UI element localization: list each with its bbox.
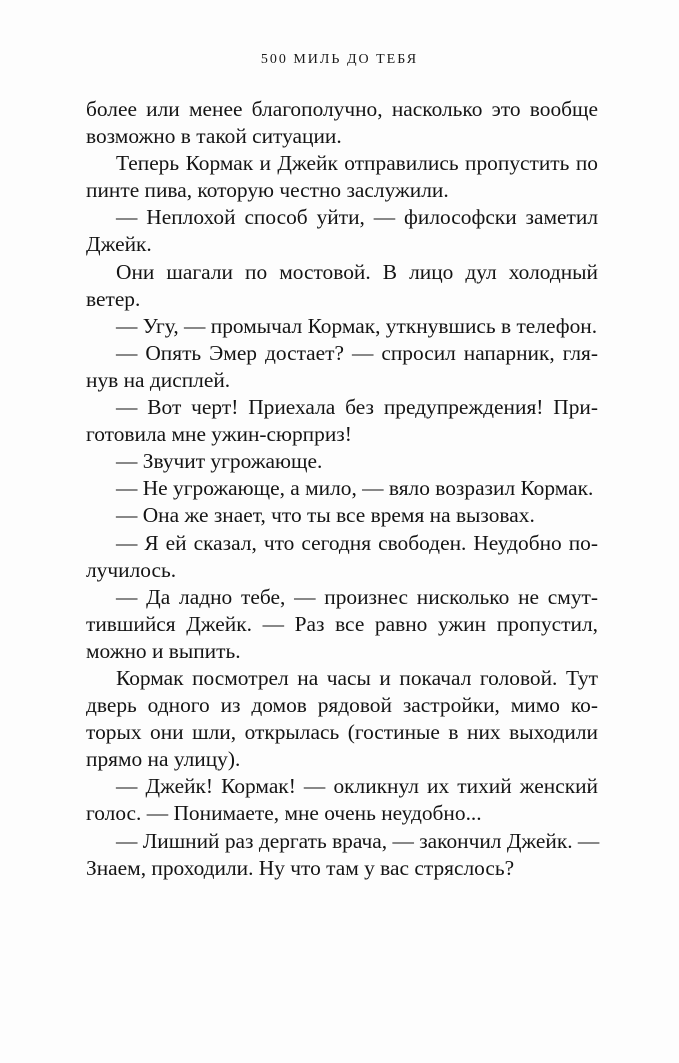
text-line: ветер. xyxy=(86,286,141,311)
text-line: можно и выпить. xyxy=(86,638,241,663)
paragraph xyxy=(86,340,598,394)
text-line: Кормак посмотрел на часы и покачал головой. Тут xyxy=(116,665,598,690)
text-line: Теперь Кормак и Джейк отправились пропустить по xyxy=(116,151,598,176)
text-line: тившийся Джейк. — Раз все равно ужин пропустил, xyxy=(86,611,598,636)
text-line: прямо на улицу). xyxy=(86,747,241,772)
text-line: возможно в такой ситуации. xyxy=(86,124,342,149)
text-line: Они шагали по мостовой. В лицо дул холодный xyxy=(116,259,598,284)
paragraph xyxy=(86,204,598,258)
text-line: торых они шли, открылась (гостиные в них выходили xyxy=(86,720,598,745)
text-line: пинте пива, которую честно заслужили. xyxy=(86,178,449,203)
paragraph xyxy=(86,150,598,204)
paragraph xyxy=(86,828,598,882)
text-line: — Неплохой способ уйти, — философски заметил xyxy=(116,205,598,230)
text-line: нув на дисплей. xyxy=(86,367,231,392)
text-line: Джейк. xyxy=(86,232,152,257)
text-line: — Да ладно тебе, — произнес нисколько не смут- xyxy=(116,584,598,609)
text-line: дверь одного из домов рядовой застройки, мимо ко- xyxy=(86,693,598,718)
running-header: 500 МИЛЬ ДО ТЕБЯ xyxy=(260,52,419,67)
text-line: голос. — Понимаете, мне очень неудобно... xyxy=(86,801,482,826)
text-line: — Не угрожающе, а мило, — вяло возразил Кормак. xyxy=(116,476,594,501)
text-line: — Она же знает, что ты все время на вызовах. xyxy=(116,503,535,528)
paragraph xyxy=(86,502,598,529)
text-line: более или менее благополучно, насколько это вообще xyxy=(86,97,598,121)
text-line: готовила мне ужин-сюрприз! xyxy=(86,422,352,447)
paragraph xyxy=(86,584,598,665)
paragraph xyxy=(86,259,598,313)
paragraph xyxy=(86,96,598,150)
text-line: — Опять Эмер достает? — спросил напарник, гля- xyxy=(116,340,598,365)
text-line: — Угу, — промычал Кормак, уткнувшись в телефон. xyxy=(116,313,598,338)
text-line: — Я ей сказал, что сегодня свободен. Неудобно по- xyxy=(116,530,598,555)
paragraph xyxy=(86,448,598,475)
paragraph xyxy=(86,313,598,340)
text-line: — Вот черт! Приехала без предупреждения! При- xyxy=(116,395,598,420)
paragraph xyxy=(86,773,598,827)
text-line: — Лишний раз дергать врача, — закончил Джейк. — xyxy=(116,828,600,853)
text-line: — Звучит угрожающе. xyxy=(116,449,323,474)
paragraph xyxy=(86,530,598,584)
paragraph xyxy=(86,665,598,773)
text-line: — Джейк! Кормак! — окликнул их тихий женский xyxy=(116,774,598,799)
paragraph xyxy=(86,394,598,448)
body-text xyxy=(86,96,598,882)
paragraph xyxy=(86,475,598,502)
text-line: лучилось. xyxy=(86,557,177,582)
text-line: Знаем, проходили. Ну что там у вас стряслось? xyxy=(86,855,515,880)
